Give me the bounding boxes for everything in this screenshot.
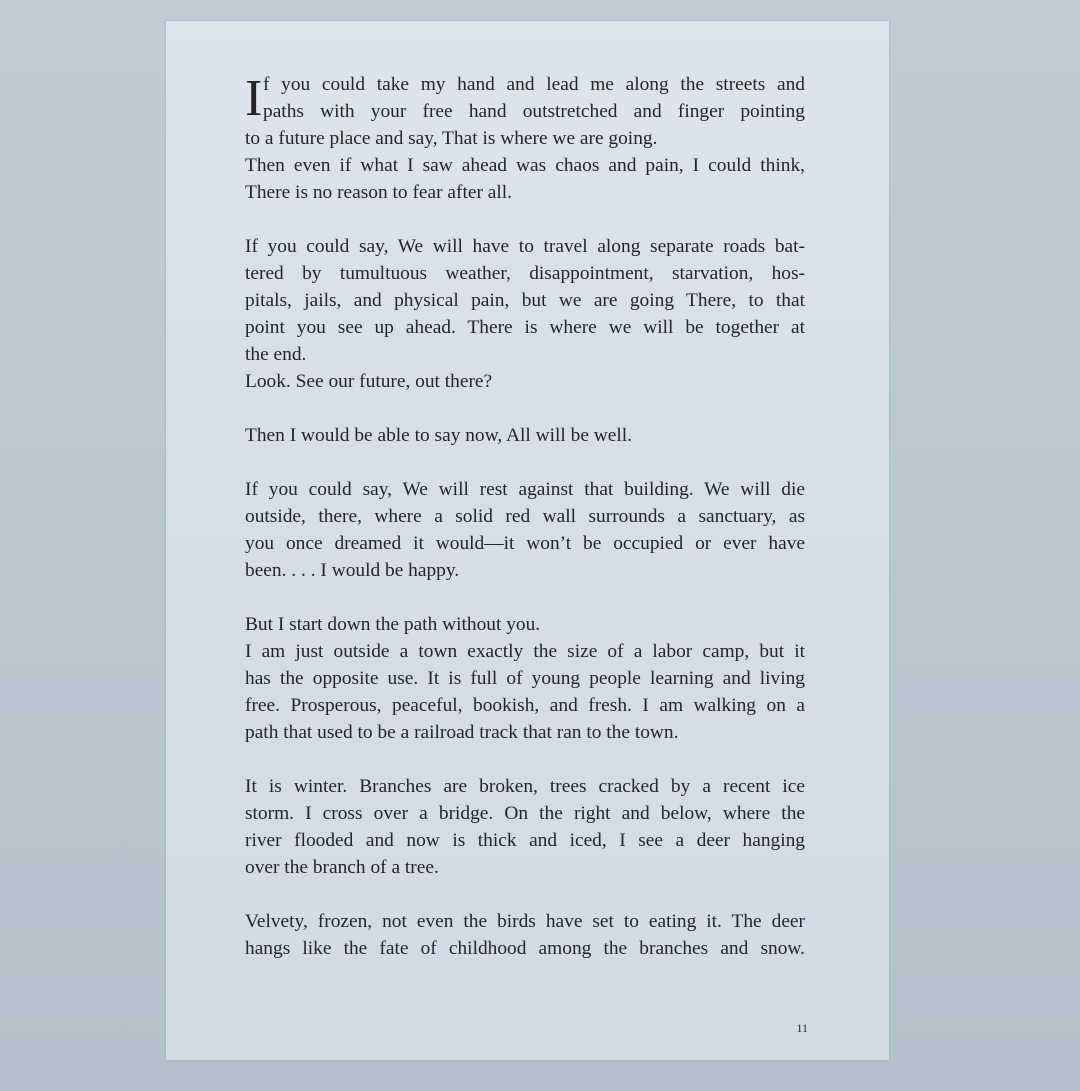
text-line: If you could say, We will rest against that building. We will die	[245, 479, 805, 500]
text-line: If you could say, We will have to travel along separate roads bat-	[245, 236, 805, 257]
text-line: over the branch of a tree.	[245, 857, 439, 878]
paragraph-gap	[245, 449, 805, 476]
drop-cap: I	[245, 70, 263, 127]
paragraph-gap	[245, 206, 805, 233]
text-line: hangs like the fate of childhood among the branches and snow.	[245, 938, 805, 959]
text-line: Velvety, frozen, not even the birds have set to eating it. The deer	[245, 911, 805, 932]
paragraph-gap	[245, 746, 805, 773]
text-line: the end.	[245, 344, 307, 365]
page-text	[245, 71, 805, 962]
paragraph-2	[245, 233, 805, 395]
paragraph-3	[245, 422, 805, 449]
text-line: pitals, jails, and physical pain, but we are going There, to that	[245, 290, 805, 311]
paragraph-gap	[245, 584, 805, 611]
page-number: 11	[796, 1021, 808, 1035]
text-line: I am just outside a town exactly the size of a labor camp, but it	[245, 641, 805, 662]
text-line: storm. I cross over a bridge. On the right and below, where the	[245, 803, 805, 824]
paragraph-gap	[245, 395, 805, 422]
text-line: point you see up ahead. There is where we will be together at	[245, 317, 805, 338]
paragraph-7	[245, 908, 805, 962]
text-line: It is winter. Branches are broken, trees cracked by a recent ice	[245, 776, 805, 797]
text-line: But I start down the path without you.	[245, 614, 541, 635]
paragraph-6	[245, 773, 805, 881]
text-line: you once dreamed it would—it won’t be occupied or ever have	[245, 533, 805, 554]
text-line: has the opposite use. It is full of young people learning and living	[245, 668, 805, 689]
text-line: path that used to be a railroad track that ran to the town.	[245, 722, 679, 743]
text-line: tered by tumultuous weather, disappointment, starvation, hos-	[245, 263, 805, 284]
paragraph-5	[245, 611, 805, 746]
text-line: been. . . . I would be happy.	[245, 560, 460, 581]
text-line: There is no reason to fear after all.	[245, 182, 513, 203]
text-line: Look. See our future, out there?	[245, 371, 493, 392]
text-line: to a future place and say, That is where we are going.	[245, 128, 658, 149]
paragraph-gap	[245, 881, 805, 908]
text-line: river flooded and now is thick and iced, I see a deer hanging	[245, 830, 805, 851]
paragraph-4	[245, 476, 805, 584]
text-line: Then even if what I saw ahead was chaos and pain, I could think,	[245, 155, 805, 176]
text-line: paths with your free hand outstretched and finger pointing	[263, 101, 805, 122]
text-line: Then I would be able to say now, All will be well.	[245, 425, 633, 446]
text-line: free. Prosperous, peaceful, bookish, and fresh. I am walking on a	[245, 695, 805, 716]
text-line: outside, there, where a solid red wall surrounds a sanctuary, as	[245, 506, 805, 527]
line-text: f you could take my hand and lead me along the streets and	[263, 74, 805, 95]
paragraph-1	[245, 71, 805, 206]
book-page	[166, 21, 889, 1060]
